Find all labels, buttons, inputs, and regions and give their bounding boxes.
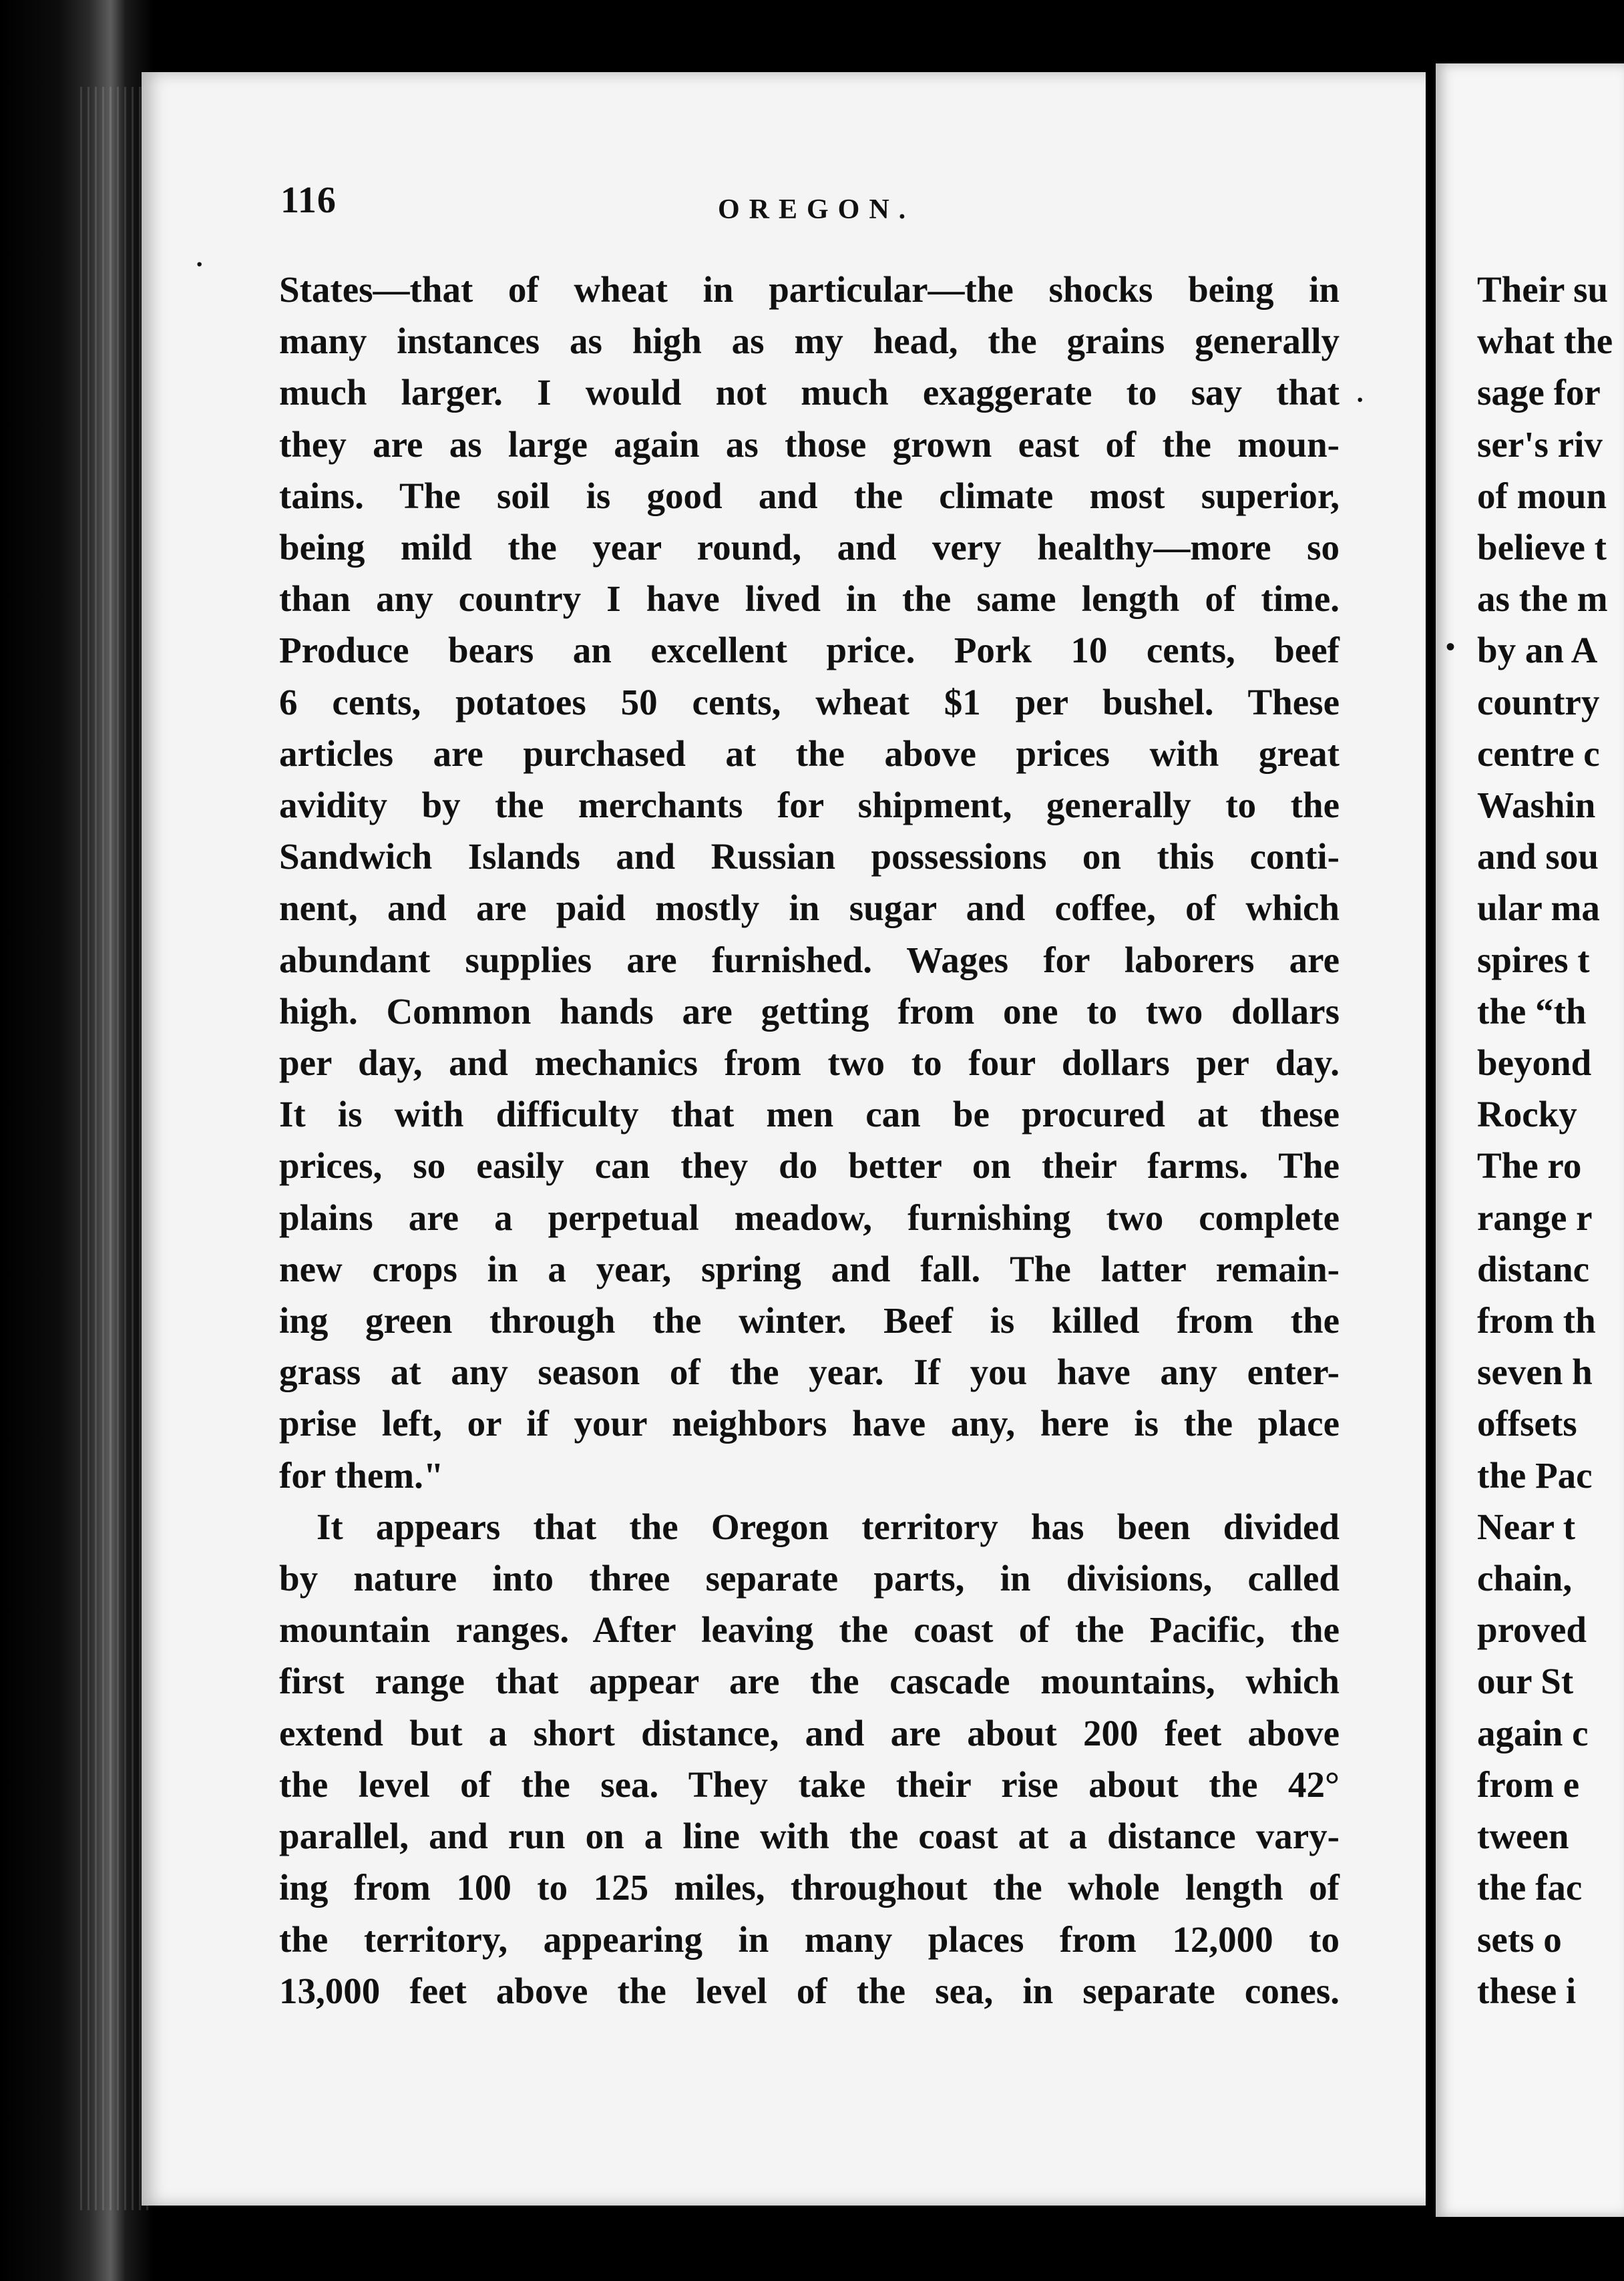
running-head: OREGON. — [718, 194, 916, 225]
text-line: ular ma — [1477, 887, 1600, 929]
text-line: they are as large again as those grown east of the moun- — [279, 423, 1340, 465]
text-line: prise left, or if your neighbors have any, here is the place — [279, 1403, 1340, 1444]
text-line: believe t — [1477, 527, 1607, 568]
speck-mark: · — [1356, 385, 1365, 415]
text-line: Washin — [1477, 785, 1596, 826]
text-line: beyond — [1477, 1042, 1592, 1084]
text-line: spires t — [1477, 939, 1590, 980]
text-line: of moun — [1477, 475, 1607, 516]
text-line: again c — [1477, 1712, 1589, 1753]
text-line: plains are a perpetual meadow, furnishing two complete — [279, 1197, 1340, 1238]
text-line: what the — [1477, 321, 1613, 362]
text-line: tween — [1477, 1816, 1569, 1857]
text-line: much larger. I would not much exaggerate to say that — [279, 372, 1340, 413]
text-line: by an A — [1477, 630, 1598, 671]
bullet-mark: • — [1446, 632, 1456, 662]
text-line: the Pac — [1477, 1454, 1593, 1496]
text-line: centre c — [1477, 733, 1600, 774]
text-line: country — [1477, 681, 1600, 722]
text-line: 13,000 feet above the level of the sea, in separate cones. — [279, 1970, 1340, 2011]
text-line: first range that appear are the cascade mountains, which — [279, 1661, 1340, 1702]
book-spine — [0, 0, 154, 2281]
text-line: States—that of wheat in particular—the shocks being in — [279, 269, 1340, 310]
text-line: seven h — [1477, 1352, 1593, 1393]
text-line: and sou — [1477, 836, 1599, 877]
text-line: mountain ranges. After leaving the coast of the Pacific, the — [279, 1609, 1340, 1651]
text-line: new crops in a year, spring and fall. The latter remain- — [279, 1248, 1340, 1289]
text-line: chain, — [1477, 1558, 1573, 1599]
text-line: sage for — [1477, 372, 1601, 413]
text-line: The ro — [1477, 1145, 1582, 1187]
text-line: than any country I have lived in the same length of time. — [279, 578, 1340, 620]
text-line: ing green through the winter. Beef is killed from the — [279, 1300, 1340, 1341]
text-line: grass at any season of the year. If you have any enter- — [279, 1352, 1340, 1393]
text-line: these i — [1477, 1970, 1577, 2011]
text-line: from th — [1477, 1300, 1596, 1341]
left-page-body — [279, 264, 1340, 2017]
text-line: avidity by the merchants for shipment, generally to the — [279, 785, 1340, 826]
text-line: ing from 100 to 125 miles, throughout the whole length of — [279, 1867, 1340, 1908]
text-line: nent, and are paid mostly in sugar and coffee, of which — [279, 887, 1340, 929]
text-line: It is with difficulty that men can be procured at these — [279, 1094, 1340, 1135]
text-line: 6 cents, potatoes 50 cents, wheat $1 per bushel. These — [279, 681, 1340, 722]
text-line: parallel, and run on a line with the coast at a distance vary- — [279, 1816, 1340, 1857]
text-line: being mild the year round, and very healthy—more so — [279, 527, 1340, 568]
text-line: Produce bears an excellent price. Pork 10 cents, beef — [279, 630, 1340, 671]
text-line: Sandwich Islands and Russian possessions on this conti- — [279, 836, 1340, 877]
text-line: proved — [1477, 1609, 1587, 1651]
text-line: distanc — [1477, 1248, 1590, 1289]
text-line: the level of the sea. They take their rise about the 42° — [279, 1764, 1340, 1805]
text-line: articles are purchased at the above prices with great — [279, 733, 1340, 774]
speck-mark: · — [195, 249, 204, 279]
text-line: our St — [1477, 1661, 1574, 1702]
right-page-body — [1477, 264, 1624, 2017]
text-line: offsets — [1477, 1403, 1577, 1444]
text-line: as the m — [1477, 578, 1608, 620]
text-line: prices, so easily can they do better on their farms. The — [279, 1145, 1340, 1187]
text-line: extend but a short distance, and are about 200 feet above — [279, 1712, 1340, 1753]
page-number: 116 — [280, 180, 337, 221]
text-line: It appears that the Oregon territory has been divided — [317, 1506, 1340, 1547]
text-line: tains. The soil is good and the climate most superior, — [279, 475, 1340, 516]
text-line: for them." — [279, 1454, 444, 1496]
text-line: by nature into three separate parts, in divisions, called — [279, 1558, 1340, 1599]
text-line: abundant supplies are furnished. Wages for laborers are — [279, 939, 1340, 980]
text-line: the “th — [1477, 990, 1587, 1032]
text-line: the territory, appearing in many places from 12,000 to — [279, 1918, 1340, 1960]
text-line: from e — [1477, 1764, 1580, 1805]
text-line: sets o — [1477, 1918, 1562, 1960]
text-line: high. Common hands are getting from one to two dollars — [279, 990, 1340, 1032]
text-line: Near t — [1477, 1506, 1576, 1547]
text-line: ser's riv — [1477, 423, 1603, 465]
text-line: Their su — [1477, 269, 1609, 310]
text-line: many instances as high as my head, the grains generally — [279, 321, 1340, 362]
text-line: per day, and mechanics from two to four dollars per day. — [279, 1042, 1340, 1084]
text-line: range r — [1477, 1197, 1593, 1238]
text-line: the fac — [1477, 1867, 1583, 1908]
text-line: Rocky — [1477, 1094, 1577, 1135]
